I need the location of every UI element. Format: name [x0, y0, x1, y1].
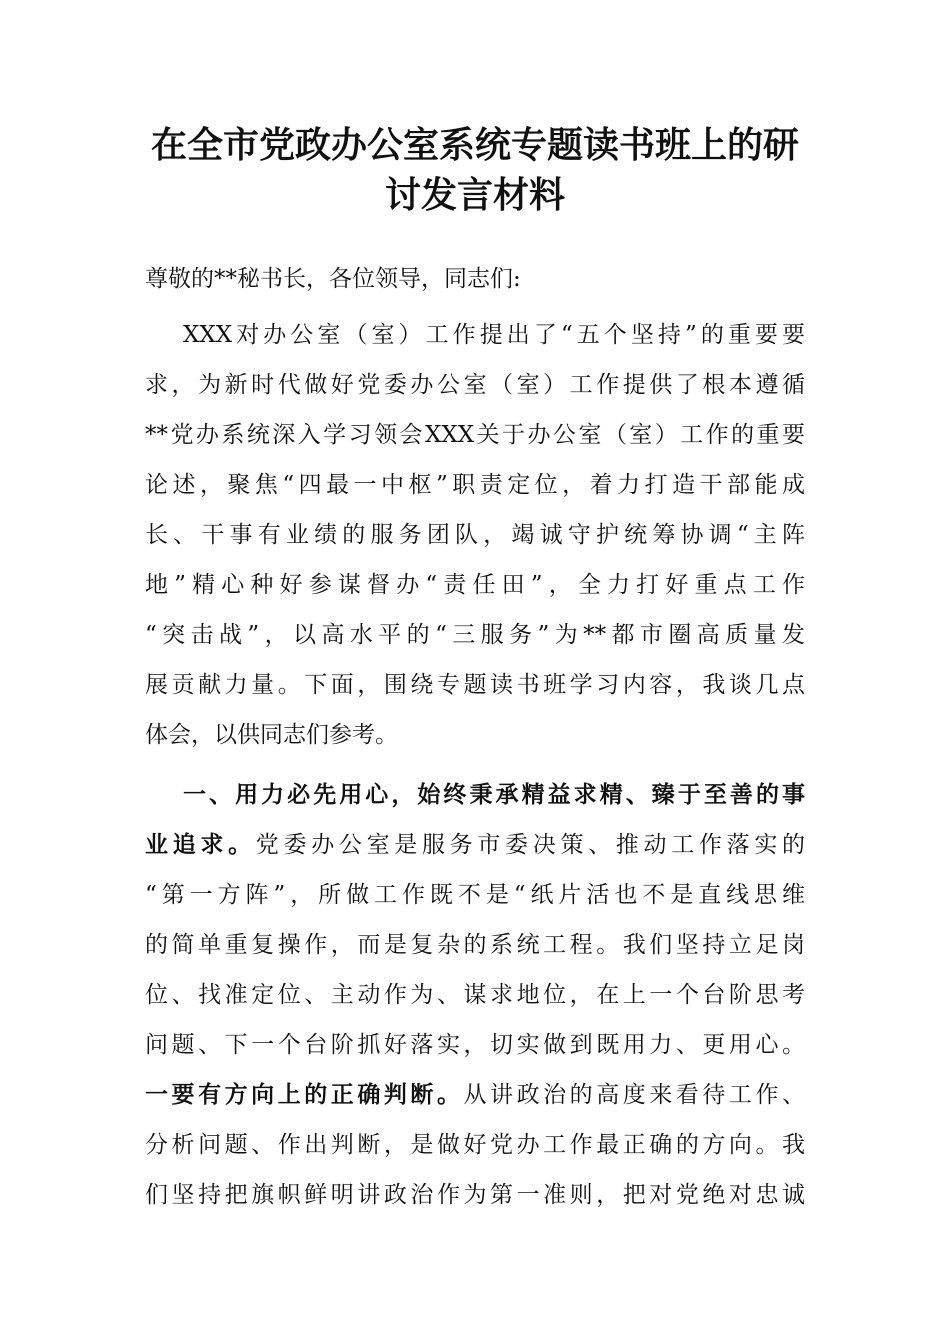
section-one-line: 位、找准定位、主动作为、谋求地位，在上一个台阶思考	[145, 982, 805, 1008]
section-one-heading: 一、用力必先用心，始终秉承精益求精、臻于至善的事	[183, 781, 805, 808]
intro-line: **党办系统深入学习领会XXX关于办公室（室）工作的重要	[145, 422, 805, 448]
section-one-line: 们坚持把旗帜鲜明讲政治作为第一准则，把对党绝对忠诚	[145, 1182, 805, 1208]
subpoint-one-text: 从讲政治的高度来看待工作、	[463, 1082, 805, 1108]
salutation: 尊敬的**秘书长，各位领导，同志们:	[145, 266, 521, 292]
document-title	[145, 120, 805, 220]
section-one-line	[145, 820, 805, 870]
section-one-line: 问题、下一个台阶抓好落实，切实做到既用力、更用心。	[145, 1032, 805, 1058]
document-page	[145, 120, 805, 1220]
intro-line: XXX对办公室（室）工作提出了“五个坚持”的重要要	[183, 322, 805, 348]
intro-line: 展贡献力量。下面，围绕专题读书班学习内容，我谈几点	[145, 672, 805, 698]
section-one-line: 的简单重复操作，而是复杂的系统工程。我们坚持立足岗	[145, 932, 805, 958]
intro-line: 地”精心种好参谋督办“责任田”，全力打好重点工作	[145, 572, 805, 598]
intro-line: 体会，以供同志们参考。	[145, 722, 398, 748]
title-line-1: 在全市党政办公室系统专题读书班上的研	[150, 124, 799, 166]
section-one-heading-end: 业追求。	[145, 831, 256, 858]
title-line-2: 讨发言材料	[384, 174, 565, 216]
subpoint-one-heading: 一要有方向上的正确判断。	[145, 1081, 464, 1108]
section-one-line	[145, 1070, 805, 1120]
section-one-line: “第一方阵”，所做工作既不是“纸片活也不是直线思维	[145, 882, 805, 908]
intro-line: “突击战”，以高水平的“三服务”为**都市圈高质量发	[145, 622, 805, 648]
section-one-text: 党委办公室是服务市委决策、推动工作落实的	[255, 832, 805, 858]
intro-line: 长、干事有业绩的服务团队，竭诚守护统筹协调“主阵	[145, 522, 805, 548]
intro-paragraph	[145, 310, 805, 760]
section-one-line: 分析问题、作出判断，是做好党办工作最正确的方向。我	[145, 1132, 805, 1158]
intro-line: 论述，聚焦“四最一中枢”职责定位，着力打造干部能成	[145, 472, 805, 498]
section-one-paragraph	[145, 770, 805, 1220]
intro-line: 求，为新时代做好党委办公室（室）工作提供了根本遵循	[145, 372, 805, 398]
